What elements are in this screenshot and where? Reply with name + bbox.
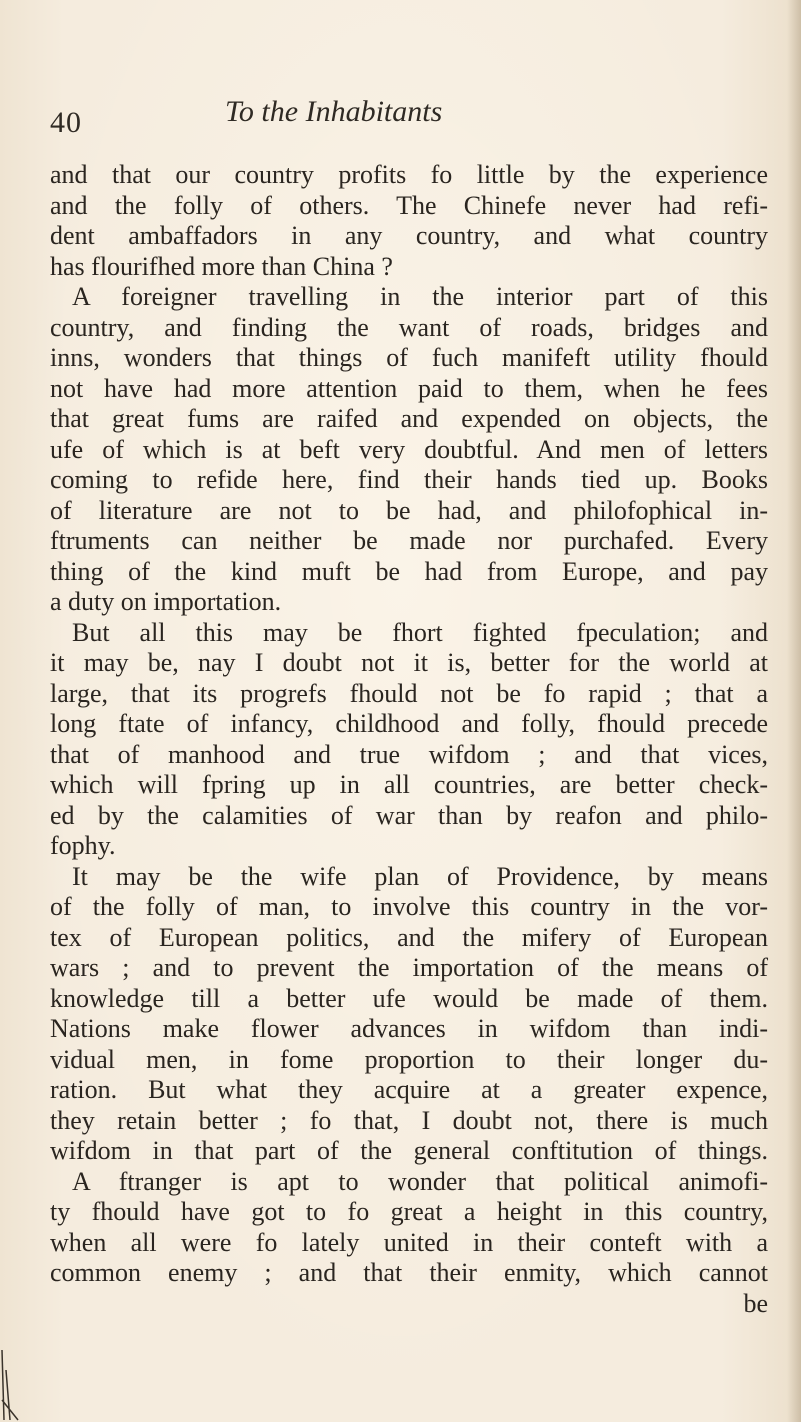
text-line: dent ambaffadors in any country, and what country bbox=[50, 221, 768, 250]
text-line: ed by the calamities of war than by reafon and philo- bbox=[50, 800, 768, 830]
catchword: be bbox=[743, 1288, 768, 1318]
text-line: coming to refide here, find their hands tied up. Books bbox=[50, 465, 768, 494]
text-line: of the folly of man, to involve this country in the vor- bbox=[50, 892, 768, 921]
text-line: A foreigner travelling in the interior part of this bbox=[72, 282, 768, 311]
text-line: knowledge till a better ufe would be made of them. bbox=[50, 983, 768, 1013]
text-line: thing of the kind muft be had from Europe, and pay bbox=[50, 556, 768, 586]
text-line: It may be the wife plan of Providence, by means bbox=[72, 861, 768, 891]
text-line: which will fpring up in all countries, are better check- bbox=[50, 770, 768, 799]
page-corner-mark bbox=[0, 1340, 40, 1422]
text-line: ufe of which is at beft very doubtful. And men of letters bbox=[50, 434, 768, 464]
text-line: it may be, nay I doubt not it is, better for the world at bbox=[50, 648, 768, 677]
text-line: they retain better ; fo that, I doubt not, there is much bbox=[50, 1105, 768, 1135]
text-line: Nations make flower advances in wifdom than indi- bbox=[50, 1014, 768, 1043]
text-line: a duty on importation. bbox=[50, 587, 282, 616]
running-head: To the Inhabitants bbox=[225, 95, 443, 128]
page-edge-shadow bbox=[787, 0, 801, 1422]
text-line: ration. But what they acquire at a greater expence, bbox=[50, 1075, 768, 1104]
text-line: ftruments can neither be made nor purchafed. Every bbox=[50, 526, 768, 555]
text-line: of literature are not to be had, and philofophical in- bbox=[50, 495, 768, 525]
text-line: and that our country profits fo little by the experience bbox=[50, 160, 768, 189]
text-line: tex of European politics, and the mifery of European bbox=[50, 922, 768, 952]
text-line: inns, wonders that things of fuch manifeft utility fhould bbox=[50, 343, 768, 372]
page-number: 40 bbox=[50, 106, 82, 139]
text-line: common enemy ; and that their enmity, which cannot bbox=[50, 1258, 768, 1287]
text-line: and the folly of others. The Chinefe never had refi- bbox=[50, 190, 768, 220]
text-line: that of manhood and true wifdom ; and that vices, bbox=[50, 739, 768, 769]
text-line: wars ; and to prevent the importation of the means of bbox=[50, 953, 768, 982]
text-line: vidual men, in fome proportion to their longer du- bbox=[50, 1044, 768, 1074]
text-line: not have had more attention paid to them, when he fees bbox=[50, 373, 768, 403]
text-line: has flourifhed more than China ? bbox=[50, 251, 393, 281]
text-line: wifdom in that part of the general conftitution of things. bbox=[50, 1136, 768, 1165]
text-line: when all were fo lately united in their conteft with a bbox=[50, 1227, 768, 1257]
text-line: long ftate of infancy, childhood and folly, fhould precede bbox=[50, 709, 768, 738]
text-line: country, and finding the want of roads, bridges and bbox=[50, 312, 768, 342]
text-line: that great fums are raifed and expended on objects, the bbox=[50, 404, 768, 433]
text-line: ty fhould have got to fo great a height in this country, bbox=[50, 1197, 768, 1226]
text-line: large, that its progrefs fhould not be fo rapid ; that a bbox=[50, 678, 768, 708]
text-line: A ftranger is apt to wonder that political animofi- bbox=[72, 1166, 768, 1196]
text-line: But all this may be fhort fighted fpeculation; and bbox=[72, 617, 768, 647]
body-text bbox=[50, 160, 768, 1319]
text-line: fophy. bbox=[50, 831, 116, 860]
